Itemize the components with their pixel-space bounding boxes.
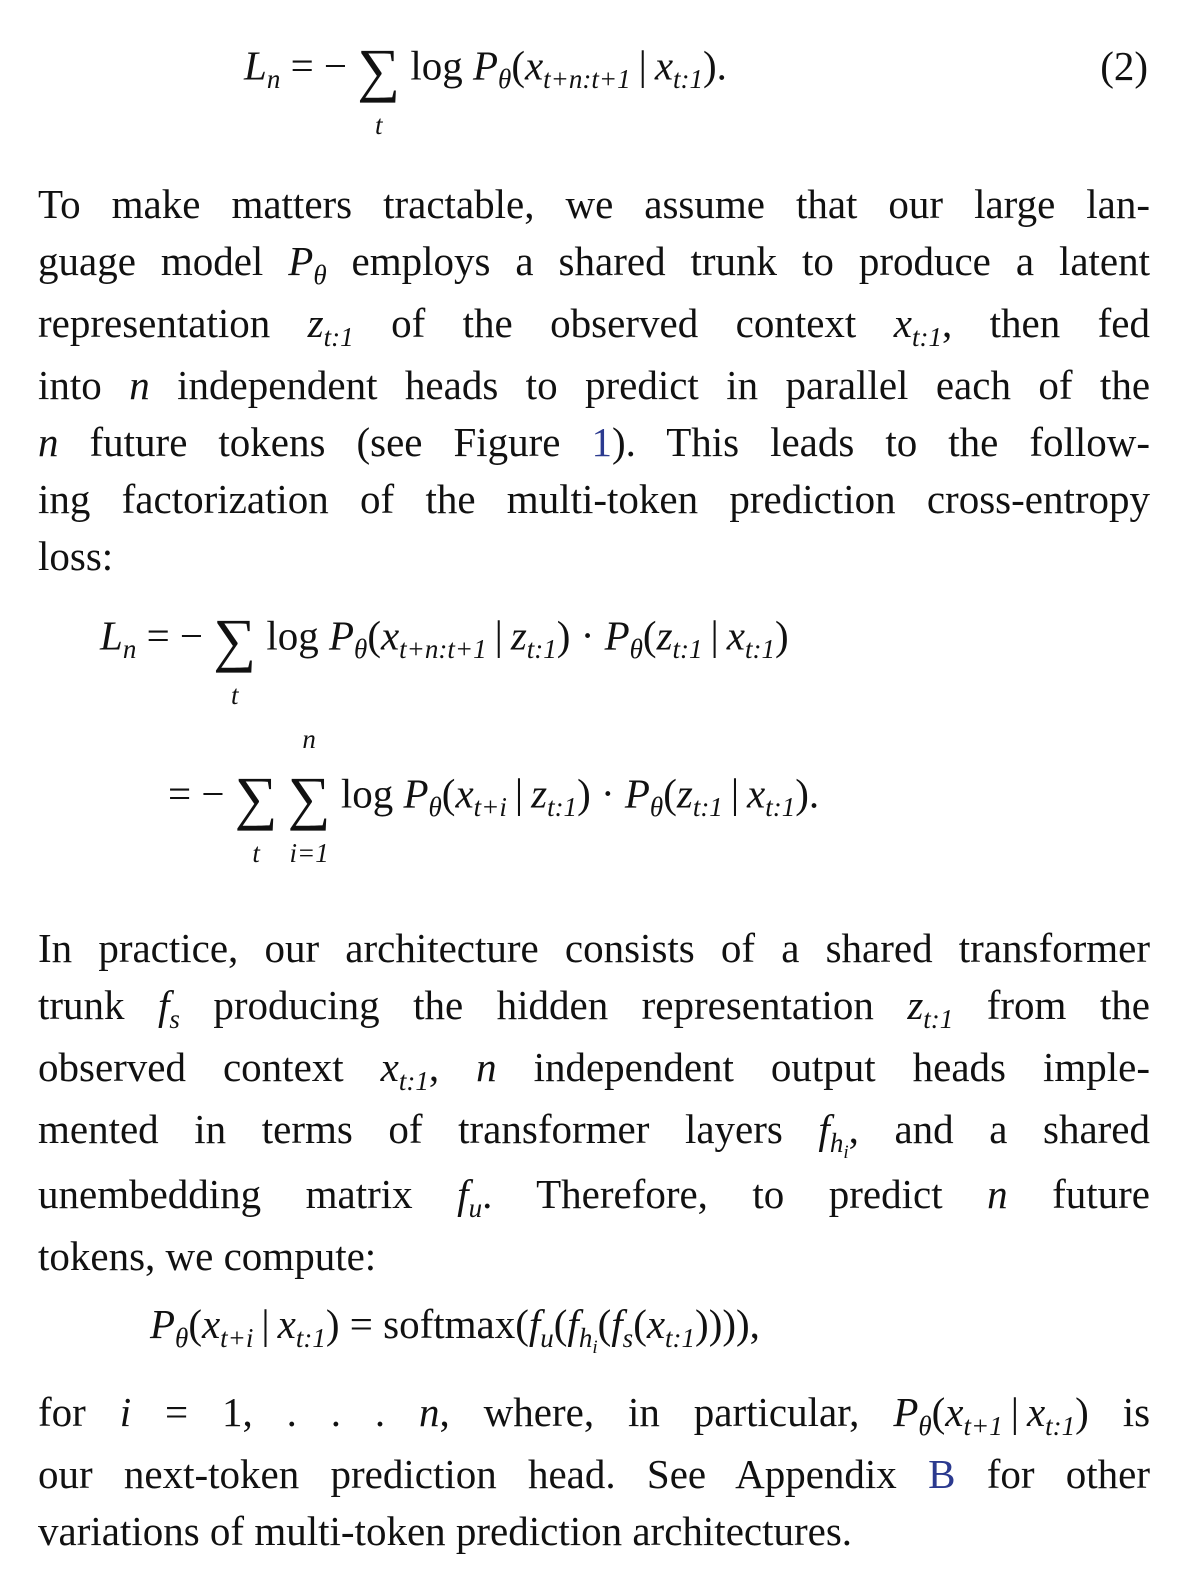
paragraph-1 xyxy=(38,176,1150,585)
text-line: n future tokens (see Figure 1). This leads to the follow- xyxy=(38,419,1151,465)
paragraph-2 xyxy=(38,920,1150,1285)
paragraph-3 xyxy=(38,1384,1150,1560)
text-line: tokens, we compute: xyxy=(38,1233,377,1279)
text-line: mented in terms of transformer layers $f_{h_i}$, and a shared xyxy=(38,1106,1150,1163)
text-line: variations of multi-token prediction architectures. xyxy=(38,1508,853,1554)
text-line: our next-token prediction head. See Appendix B for other xyxy=(38,1451,1150,1497)
text-line: guage model $P_\theta$ employs a shared trunk to produce a latent xyxy=(38,238,1151,290)
text-line: ing factorization of the multi-token prediction cross-entropy xyxy=(38,476,1150,522)
sum-symbol: ∑ t xyxy=(213,607,257,710)
text-line: representation $z_{t:1}$ of the observed context $x_{t:1}$, then fed xyxy=(38,300,1151,352)
sum-symbol: ∑ t xyxy=(234,765,278,868)
text-line: observed context $x_{t:1}$, n independent output heads imple- xyxy=(38,1044,1151,1096)
sum-symbol: n ∑ i=1 xyxy=(287,724,331,868)
text-line: In practice, our architecture consists of a shared transformer xyxy=(38,925,1150,971)
equation-2: $L_n$ = − ∑ t $\log P_\theta(x_{t+n:t+1}$ | $x_{t:1}$). xyxy=(244,37,727,140)
text-line: unembedding matrix $f_u$. Therefore, to predict n future xyxy=(38,1171,1150,1223)
text-line: into n independent heads to predict in parallel each of the xyxy=(38,362,1151,408)
text-line: To make matters tractable, we assume that our large lan- xyxy=(38,181,1150,227)
figure-link[interactable]: 1 xyxy=(591,419,613,465)
text-line: trunk $f_s$ producing the hidden representation $z_{t:1}$ from the xyxy=(38,982,1150,1034)
text-line: for i = 1, . . . n, where, in particular, $P_\theta(x_{t+1}$ | $x_{t:1}$) is xyxy=(38,1389,1151,1441)
loss-equation-line-1: $L_n$ = − ∑ t $\log P_\theta(x_{t+n:t+1}$ | $z_{t:1}) \cdot P_\theta(z_{t:1}$ | $x_{t:1}$) xyxy=(100,607,789,710)
appendix-link[interactable]: B xyxy=(928,1451,956,1497)
sum-symbol: ∑ t xyxy=(357,37,401,140)
equation-number: (2) xyxy=(1100,43,1148,89)
softmax-equation: $P_\theta(x_{t+i}$ | $x_{t:1}$) = $softmax(f_u(f_{h_i}(f_s(x_{t:1}))))$, xyxy=(150,1301,760,1358)
text-line: loss: xyxy=(38,533,114,579)
loss-equation-line-2: = − ∑ t n ∑ i=1 $\log P_\theta(x_{t+i}$ | $z_{t:1}) \cdot P_\theta(z_{t:1}$ | $x_{t:1}$). xyxy=(168,724,820,868)
